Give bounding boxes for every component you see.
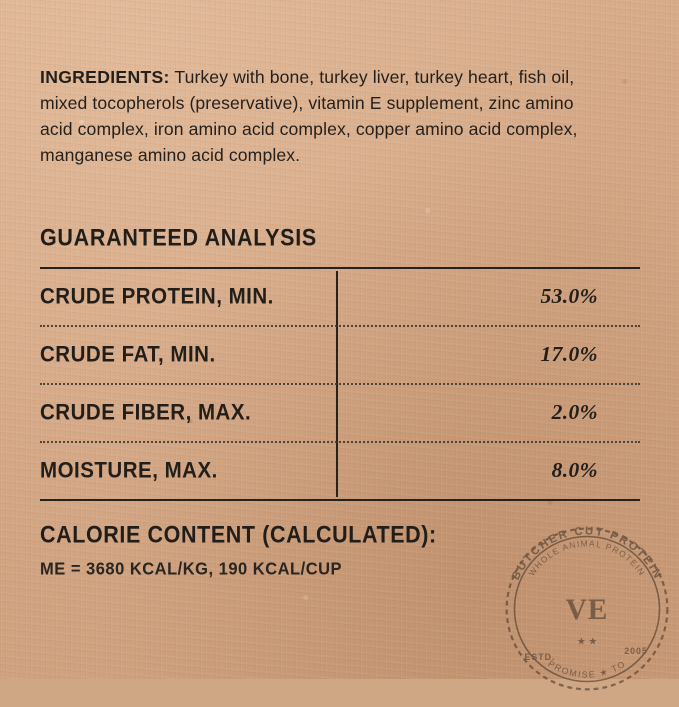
guaranteed-analysis-block: [40, 224, 640, 501]
guaranteed-analysis-table: [40, 269, 640, 499]
calorie-content-value: ME = 3680 KCAL/KG, 190 KCAL/CUP: [40, 559, 343, 579]
ingredients-label: INGREDIENTS:: [40, 66, 170, 87]
ingredients-text: Turkey with bone, turkey liver, turkey heart, fish oil, mixed tocopherols (preservative), vitamin E supplement, zinc amino acid complex, iron amino acid complex, copper amino acid complex, manganese amino acid complex.: [40, 66, 578, 165]
butcher-cut-protein-stamp: [489, 511, 679, 707]
ga-bottom-rule: [40, 499, 640, 501]
stamp-year-label: 2005: [624, 646, 648, 657]
stamp-top-text: BUTCHER CUT PROTEIN: [509, 525, 665, 582]
ingredients-paragraph: [40, 64, 602, 168]
ga-row-value: 8.0%: [551, 458, 598, 483]
ga-row-separator: [40, 441, 640, 443]
stamp-monogram: VE: [565, 593, 609, 626]
calorie-content-title: CALORIE CONTENT (CALCULATED):: [40, 520, 437, 548]
ga-row-name: CRUDE FAT, MIN.: [40, 341, 216, 367]
table-row: [40, 269, 640, 325]
ga-row-name: CRUDE FIBER, MAX.: [40, 399, 252, 425]
ga-row-separator: [40, 325, 640, 327]
ga-row-name: CRUDE PROTEIN, MIN.: [40, 283, 274, 309]
ga-row-separator: [40, 383, 640, 385]
ga-row-name: MOISTURE, MAX.: [40, 457, 218, 483]
table-row: [40, 443, 640, 499]
guaranteed-analysis-title: GUARANTEED ANALYSIS: [40, 223, 317, 251]
ga-row-value: 53.0%: [540, 284, 598, 309]
stamp-arc-bottom-text: PROMISE ★ TO: [546, 658, 628, 680]
ga-row-value: 2.0%: [551, 400, 598, 425]
ga-row-value: 17.0%: [540, 342, 598, 367]
stamp-sub-text: WHOLE ANIMAL PROTEIN: [526, 538, 648, 578]
panel-content: [40, 46, 640, 579]
table-row: [40, 385, 640, 441]
stamp-star-icon: ★ ★: [576, 636, 598, 648]
table-row: [40, 327, 640, 383]
stamp-estd-label: ESTD.: [524, 651, 556, 662]
